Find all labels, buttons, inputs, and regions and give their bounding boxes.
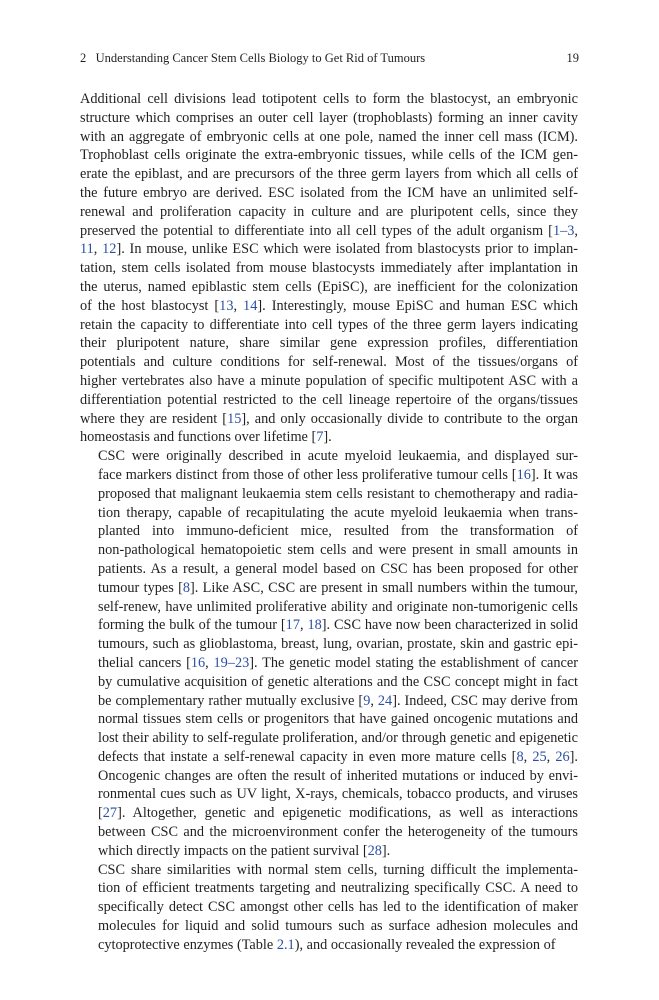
text-line: molecules for liquid and solid tumours such as surface adhesion molecules and [98, 918, 578, 935]
text-line: defects that instate a self-renewal capacity in even more mature cells [8, 25, 26]. [98, 748, 579, 765]
text-line: [27]. Altogether, genetic and epigenetic modifications, as well as interactions [98, 805, 578, 822]
text-line: retain the capacity to differentiate into cell types of the three germ layers indicating [80, 316, 578, 333]
text-line: CSC were originally described in acute myeloid leukaemia, and displayed sur- [98, 448, 578, 465]
text-line: the future embryo are derived. ESC isolated from the ICM have an unlimited self- [80, 184, 578, 201]
text-line: Trophoblast cells originate the extra-embryonic tissues, while cells of the ICM gen- [80, 147, 578, 164]
text-line: between CSC and the microenvironment confer the heterogeneity of the tumours [98, 824, 578, 841]
page-number: 19 [566, 51, 579, 65]
text-line: self-renew, have unlimited proliferative ability and originate non-tumorigenic cells [98, 598, 578, 615]
text-line: tion of efficient treatments targeting and neutralizing specifically CSC. A need to [98, 880, 578, 897]
text-line: specifically detect CSC amongst other cells has led to the identification of maker [98, 899, 578, 916]
paragraph [80, 447, 578, 861]
text-line: non-pathological hematopoietic stem cells and were present in small amounts in [98, 542, 578, 559]
text-line: homeostasis and functions over lifetime [7]. [80, 429, 332, 446]
text-line: structure which comprises an outer cell layer (trophoblasts) forming an inner cavity [80, 109, 578, 126]
text-line: differentiation potential restricted to the cell lineage repertoire of the organs/tissues [80, 391, 578, 408]
text-line: be complementary rather mutually exclusive [9, 24]. Indeed, CSC may derive from [98, 692, 579, 709]
text-line: with an aggregate of embryonic cells at one pole, named the inner cell mass (ICM). [80, 128, 578, 145]
text-line: lost their ability to self-regulate proliferation, and/or through genetic and epigenetic [98, 730, 578, 747]
text-line: Oncogenic changes are often the result of inherited mutations or induced by envi- [98, 767, 578, 784]
text-line: preserved the potential to differentiate into all cell types of the adult organism [1–3, [80, 222, 578, 239]
text-line: which directly impacts on the patient survival [28]. [98, 842, 391, 859]
text-line: Additional cell divisions lead totipotent cells to form the blastocyst, an embryonic [80, 91, 578, 107]
text-line: renewal and proliferation capacity in culture and are pluripotent cells, since they [80, 203, 578, 220]
text-line: tumours, such as glioblastoma, breast, lung, ovarian, prostate, skin and gastric epi- [98, 636, 578, 653]
paragraph [80, 861, 578, 955]
text-line: CSC share similarities with normal stem cells, turning difficult the implementa- [98, 861, 578, 878]
text-line: ronmental cues such as UV light, X-rays, chemicals, tobacco products, and viruses [98, 786, 578, 803]
chapter-title: 2 Understanding Cancer Stem Cells Biology to Get Rid of Tumours [80, 51, 426, 65]
body-text [80, 90, 578, 955]
text-line: tion therapy, capable of recapitulating the acute myeloid leukaemia when trans- [98, 504, 578, 521]
text-line: 11, 12]. In mouse, unlike ESC which were isolated from blastocysts prior to implan- [80, 241, 578, 258]
running-head [80, 50, 579, 66]
text-line: their pluripotent nature, share similar gene expression profiles, differentiation [80, 335, 578, 352]
paragraph [80, 90, 578, 447]
text-line: proposed that malignant leukaemia stem cells resistant to chemotherapy and radia- [98, 485, 578, 502]
text-line: forming the bulk of the tumour [17, 18]. CSC have now been characterized in solid [98, 617, 578, 634]
text-line: where they are resident [15], and only occasionally divide to contribute to the organ [80, 410, 579, 427]
text-line: patients. As a result, a general model based on CSC has been proposed for other [98, 560, 578, 577]
text-line: erate the epiblast, and are precursors of the three germ layers from which all cells of [80, 166, 578, 183]
text-line: the uterus, named epiblastic stem cells (EpiSC), are inefficient for the colonization [80, 278, 578, 295]
text-line: thelial cancers [16, 19–23]. The genetic model stating the establishment of cancer [98, 654, 578, 671]
text-line: cytoprotective enzymes (Table 2.1), and occasionally revealed the expression of [98, 936, 556, 953]
text-line: higher vertebrates also have a minute population of specific multipotent ASC with a [80, 372, 578, 389]
text-line: tumour types [8]. Like ASC, CSC are present in small numbers within the tumour, [98, 579, 578, 596]
text-line: tation, stem cells isolated from mouse blastocysts immediately after implantation in [80, 260, 578, 277]
text-line: normal tissues stem cells or progenitors that have gained oncogenic mutations and [98, 711, 578, 728]
text-line: face markers distinct from those of other less proliferative tumour cells [16]. It was [98, 466, 578, 483]
text-line: of the host blastocyst [13, 14]. Interestingly, mouse EpiSC and human ESC which [80, 297, 578, 314]
text-line: by cumulative acquisition of genetic alterations and the CSC concept might in fact [98, 673, 578, 690]
text-line: potentials and culture conditions for self-renewal. Most of the tissues/organs of [80, 354, 578, 371]
text-line: planted into immuno-deficient mice, resulted from the transformation of [98, 523, 578, 540]
